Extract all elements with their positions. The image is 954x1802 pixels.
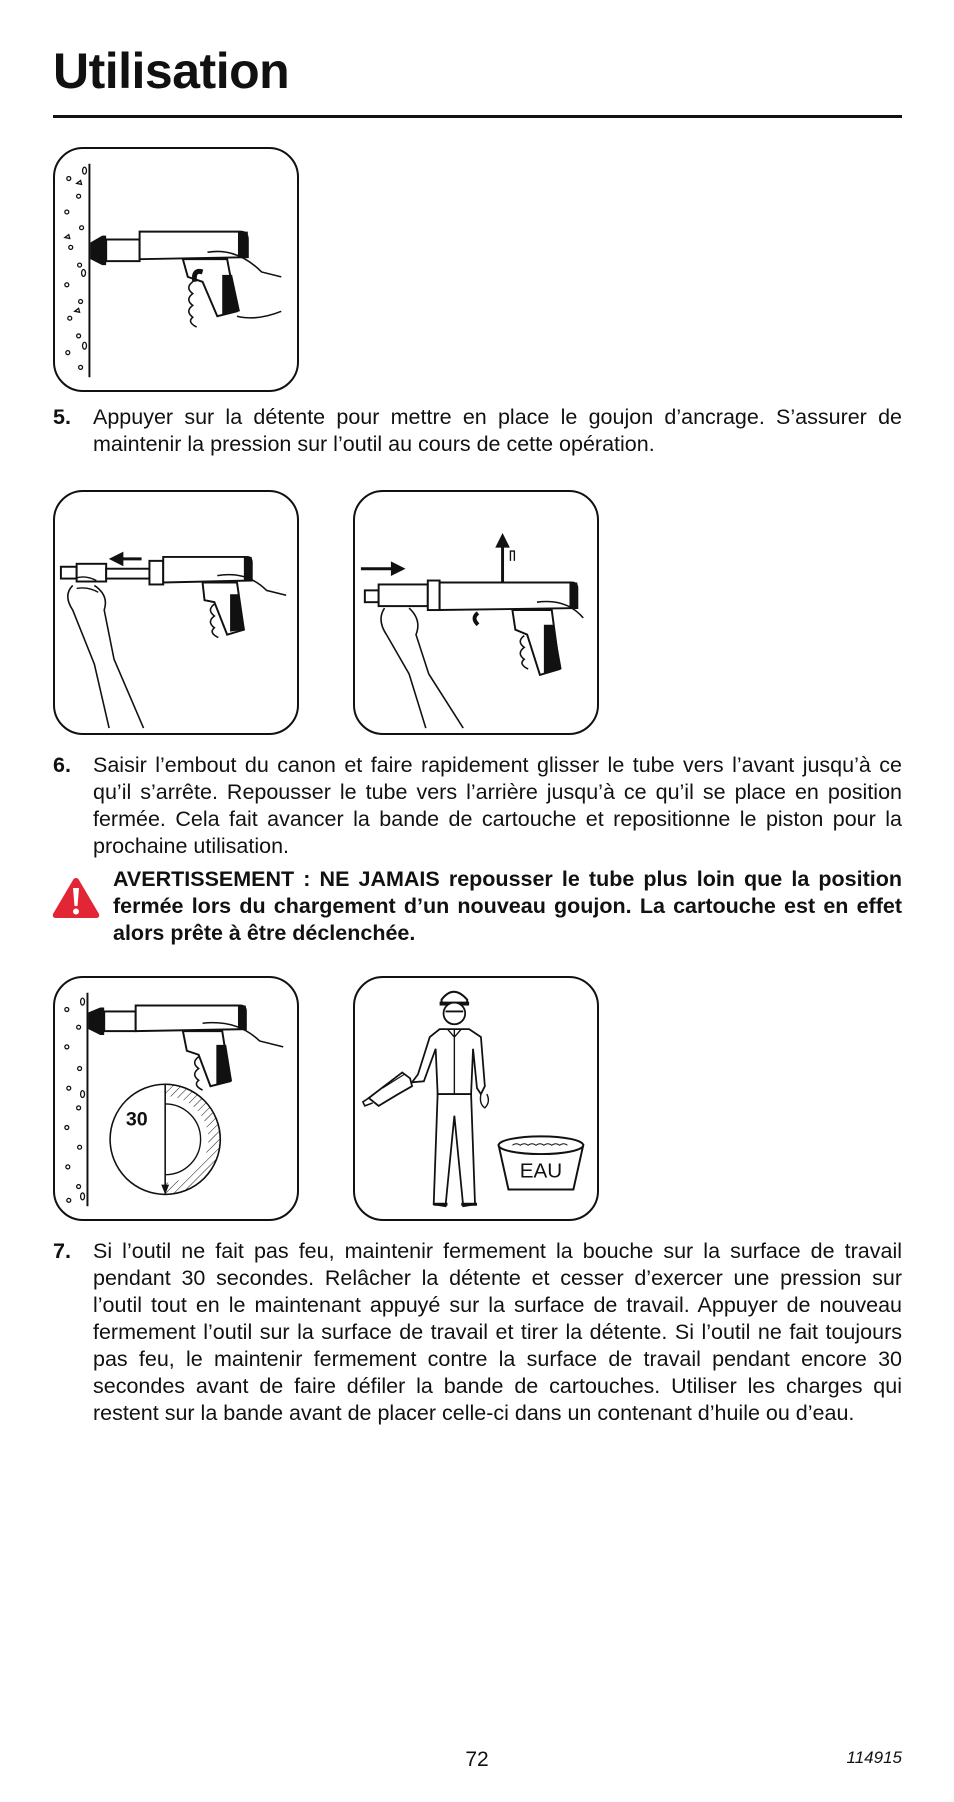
figure-pull-barrel-forward (53, 490, 299, 735)
step-text: Saisir l’embout du canon et faire rapidement glisser le tube vers l’avant jusqu’à ce qu’il s’arrête. Repousser le tube vers l’arrière jusqu’à ce qu’il se place en position fermée. Cela fait avancer la bande de cartouche et repositionne le piston pour la prochaine utilisation. (93, 753, 902, 858)
step-text: Appuyer sur la détente pour mettre en place le goujon d’ancrage. S’assurer de maintenir la pression sur l’outil au cours de cette opération. (93, 405, 902, 456)
figure-dispose-in-water (353, 976, 599, 1221)
title-divider (53, 115, 902, 118)
tool-against-wall-illustration (55, 149, 297, 390)
push-barrel-illustration (355, 492, 597, 733)
step-number: 6. (53, 753, 71, 777)
page-title: Utilisation (53, 43, 290, 99)
figure-hold-30-seconds (53, 976, 299, 1221)
step-6 (53, 752, 902, 860)
figure-tool-against-wall (53, 147, 299, 392)
warning-triangle-icon (51, 876, 101, 920)
bucket-label: EAU (519, 1159, 563, 1183)
step-number: 7. (53, 1239, 71, 1263)
step-text: Si l’outil ne fait pas feu, maintenir fermement la bouche sur la surface de travail pendant 30 secondes. Relâcher la détente et cesser d’exercer une pression sur l’outil tout en le maintenant appuyé sur la surface de travail. Appuyer de nouveau fermement l’outil sur la surface de travail et tirer la détente. Si l’outil ne fait toujours pas feu, le maintenir fermement contre la surface de travail pendant encore 30 secondes avant de faire défiler la bande de cartouches. Utiliser les charges qui restent sur la bande avant de placer celle-ci dans un contenant d’huile ou d’eau. (93, 1239, 902, 1425)
warning-text: AVERTISSEMENT : NE JAMAIS repousser le tube plus loin que la position fermée lors du chargement d’un nouveau goujon. La cartouche est en effet alors prête à être déclenchée. (113, 867, 902, 945)
step-7 (53, 1238, 902, 1427)
pull-barrel-illustration (55, 492, 297, 733)
step-number: 5. (53, 405, 71, 429)
worker-bucket-illustration (355, 978, 597, 1219)
step-5 (53, 404, 902, 458)
figure-push-barrel-back (353, 490, 599, 735)
hold-timer-illustration (55, 978, 297, 1219)
document-number: 114915 (846, 1748, 902, 1767)
timer-label: 30 (125, 1108, 148, 1131)
page-number: 72 (465, 1748, 489, 1771)
